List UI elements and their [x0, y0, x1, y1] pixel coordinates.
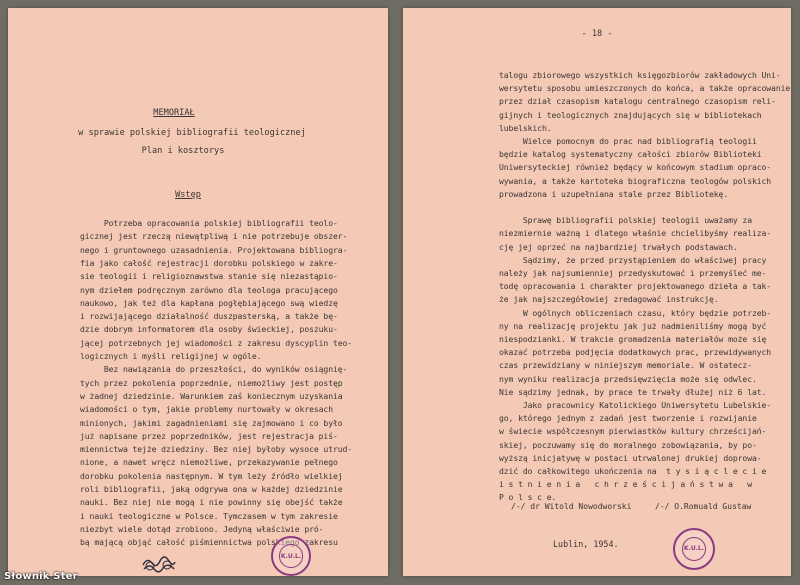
left-body-line: Bez nawiązania do przeszłości, do wyników osiągnię-: [80, 364, 348, 375]
memorial-subtitle-plan: Plan i kosztorys: [141, 146, 225, 156]
left-body-line: Potrzeba opracowania polskiej bibliografii teolo-: [80, 218, 338, 228]
right-body-line: W ogólnych obliczeniach czasu, który będzie potrzeb-: [499, 307, 772, 318]
right-body-line: skiej, poczuwamy się do moralnego zobowiązania, by po-: [499, 439, 757, 450]
left-body-line: niezbyt wiele dotąd zrobiono. Jedyną właściwie pró-: [80, 523, 324, 534]
left-body-line: bą mającą objąć całość piśmiennictwa polskiego zakresu: [80, 537, 338, 548]
left-body-line: dorobku pokolenia następnym. W tym leży źródło wielkiej: [80, 470, 343, 481]
left-body-line: fia jako całość rejestracji dorobku polskiego w zakre-: [80, 257, 338, 268]
left-body-line: nione, a nawet wręcz niemożliwe, przekazywanie pełnego: [80, 457, 338, 468]
right-body-line: Nie sądzimy jednak, by prace te trwały dłużej niż 6 lat.: [499, 386, 767, 397]
right-body-line: Wielce pomocnym do prac nad bibliografią teologii: [499, 136, 757, 146]
left-body-line: miennictwa tejże dziedziny. Bez niej byłoby wysoce utrud-: [80, 444, 353, 455]
right-body-line: cję jej oprzeć na najbardziej trwałych podstawach.: [499, 241, 738, 252]
left-body-line: logicznych i myśli religijnej w ogóle.: [80, 351, 262, 361]
left-body-line: gicznej jest rzeczą niewątpliwą i nie potrzebuje obszer-: [80, 231, 348, 242]
right-body-line: wywania, a także kartoteka biograficzna teologów polskich: [499, 175, 772, 186]
library-stamp-icon: K.U.L.: [271, 536, 311, 576]
left-body-line: w żadnej dziedzinie. Warunkiem zaś koniecznym uzyskania: [80, 390, 343, 401]
signature-nowodworski: /-/ dr Witold Nowodworski: [511, 502, 632, 511]
left-body-line: i rozwijającego działalność duszpasterską, a także bę-: [80, 311, 338, 322]
right-body-line: dzić do całkowitego ukończenia na t y s i ą c l e c i e: [499, 466, 767, 476]
section-title: Wstęp: [175, 190, 201, 200]
left-body-line: wiadomości o tym, jakie problemy nurtowały w okresach: [80, 404, 333, 415]
right-body-line: wyższą inicjatywę w postaci utrwalonej drukiej doprowa-: [499, 452, 762, 463]
right-body-line: wersytetu sposobu umieszczonych do końca, a także opracowanie: [499, 83, 791, 94]
right-body-line: go, którego jednym z zadań jest tworzenie i rozwijanie: [499, 413, 757, 424]
right-body-line: w świecie współczesnym pierwiastków kultury chrześcijań-: [499, 426, 767, 437]
signature-gustaw: /-/ O.Romuald Gustaw: [655, 502, 752, 511]
right-body-line: lubelskich.: [499, 122, 552, 133]
right-body-line: przez dział czasopism katalogu centralnego czasopism reli-: [499, 96, 776, 107]
right-body-line: niezmiernie ważną i dlatego właśnie chcielibyśmy realiza-: [499, 228, 772, 239]
left-body-line: minionych, jakimi zagadnieniami się zajmowano i co było: [80, 417, 343, 428]
right-body-line: że jak najszczegółowiej zredagować instrukcję.: [499, 294, 719, 305]
right-body-line: gijnych i teologicznych znajdujących się w bibliotekach: [499, 109, 762, 120]
right-body-line: nym wyniku realizacja przedsięwzięcia może się odwlec.: [499, 373, 757, 384]
memorial-heading: MEMORIAŁ: [153, 108, 195, 118]
document-page-right: [403, 8, 791, 576]
left-body-line: już napisane przez poprzedników, jest rejestracja piś-: [80, 430, 338, 441]
right-body-line: należy jak najsumienniej przedyskutować i przemyśleć me-: [499, 268, 767, 278]
left-body-line: roli bibliografii, jaką odgrywa ona w każdej dziedzinie: [80, 484, 343, 494]
right-body-line: Sprawę bibliografii polskiej teologii uważamy za: [499, 215, 752, 226]
right-body-line: prowadzona i uzupełniana stale przez Bibliotekę.: [499, 188, 729, 199]
left-body-line: tych przez pokolenia poprzednie, niemożliwy jest postęp: [80, 377, 343, 388]
left-body-line: dzie dobrym informatorem dla osoby świeckiej, poszuku-: [80, 324, 338, 335]
document-page-left: [8, 8, 388, 576]
left-body-line: sie teologii i religioznawstwa stanie się niezastąpio-: [80, 271, 338, 282]
place-date: Lublin, 1954.: [553, 539, 619, 549]
left-body-line: i nauki teologiczne w Polsce. Tymczasem w tym zakresie: [80, 510, 338, 521]
ink-scribble-icon: [140, 555, 178, 575]
right-body-line: niespodzianki. W trakcie gromadzenia materiałów może się: [499, 334, 767, 344]
left-body-line: nego i gruntownego uzasadnienia. Projektowana bibliogra-: [80, 244, 348, 255]
right-body-line: todę opracowania i charakter projektowanego dzieła a tak-: [499, 281, 772, 292]
watermark: Słownik Ster: [4, 571, 78, 582]
left-body-line: nym dziełem podręcznym zarówno dla teologa pracującego: [80, 284, 338, 295]
library-stamp-icon-right: K.U.L.: [673, 528, 715, 570]
right-body-line: i s t n i e n i a c h r z e ś c i j a ń s t w a w: [499, 479, 752, 490]
right-body-line: Uniwersyteckiej również będący w końcowym stadium opraco-: [499, 162, 772, 173]
page-number: - 18 -: [581, 29, 613, 39]
right-body-line: Sądzimy, że przed przystąpieniem do właściwej pracy: [499, 254, 767, 265]
right-body-line: P o l s c e.: [499, 492, 557, 503]
right-body-line: ny na realizację projektu jak już nadmieniliśmy mogą być: [499, 320, 767, 331]
right-body-line: czas przewidziany w niniejszym memoriale. W ostatecz-: [499, 360, 752, 371]
right-body-line: Jako pracownicy Katolickiego Uniwersytetu Lubelskie-: [499, 400, 772, 410]
right-body-line: okazać potrzeba podjęcia dodatkowych prac, przewidywanych: [499, 347, 772, 358]
left-body-line: jącej potrzebnych jej wiadomości z zakresu dyscyplin teo-: [80, 337, 353, 348]
left-body-line: naukowo, jak też dla kapłana pogłębiającego swą wiedzę: [80, 297, 338, 308]
memorial-subtitle: w sprawie polskiej bibliografii teologicznej: [78, 128, 306, 138]
right-body-line: talogu zbiorowego wszystkich księgozbiorów zakładowych Uni-: [499, 70, 781, 80]
left-body-line: nauki. Bez niej nie mogą i nie powinny się obejść także: [80, 497, 343, 508]
right-body-line: będzie katalog systematyczny całości zbiorów Biblioteki: [499, 149, 762, 160]
